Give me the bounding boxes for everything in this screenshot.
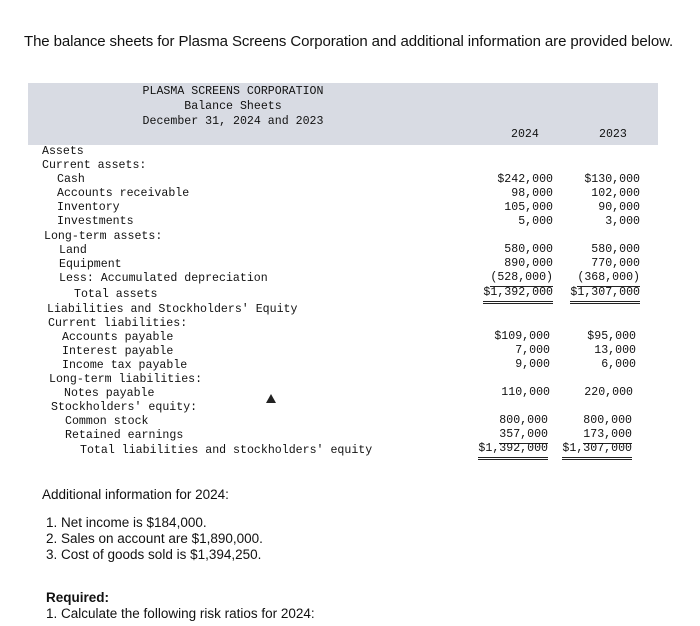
company-name: PLASMA SCREENS CORPORATION (142, 85, 324, 98)
row-label: Equipment (59, 258, 122, 271)
row-label: Stockholders' equity: (51, 401, 198, 414)
total-assets-label: Total assets (74, 288, 158, 301)
additional-item: 3. Cost of goods sold is $1,394,250. (46, 547, 262, 562)
row-label: Less: Accumulated depreciation (59, 272, 268, 285)
value-2023: 173,000 (583, 428, 632, 444)
mouse-cursor-icon (266, 394, 276, 403)
total-assets-2023: $1,307,000 (570, 286, 640, 304)
row-label: Notes payable (64, 387, 155, 400)
required-item: 1. Calculate the following risk ratios for 2024: (46, 606, 315, 621)
year-2024-header: 2024 (511, 128, 539, 141)
value-2023: 3,000 (605, 215, 640, 228)
value-2024: 580,000 (504, 243, 553, 256)
row-label: Common stock (65, 415, 149, 428)
row-label: Inventory (57, 201, 120, 214)
value-2023: $130,000 (584, 173, 640, 186)
row-label: Liabilities and Stockholders' Equity (47, 303, 298, 316)
value-2023: 90,000 (598, 201, 640, 214)
balance-sheet-table (28, 83, 658, 461)
value-2024: 7,000 (515, 344, 550, 357)
value-2023: 800,000 (583, 414, 632, 427)
value-2023: 6,000 (601, 358, 636, 371)
value-2023: 580,000 (591, 243, 640, 256)
total-liabilities-equity-2023: $1,307,000 (562, 442, 632, 460)
row-label: Land (59, 244, 87, 257)
row-label: Investments (57, 215, 134, 228)
row-label: Assets (42, 145, 84, 158)
value-2024: 5,000 (518, 215, 553, 228)
additional-item: 2. Sales on account are $1,890,000. (46, 531, 263, 546)
row-label: Accounts payable (62, 331, 174, 344)
row-label: Interest payable (62, 345, 174, 358)
value-2024: 890,000 (504, 257, 553, 270)
total-liabilities-equity-2024: $1,392,000 (478, 442, 548, 460)
value-2023: $95,000 (587, 330, 636, 343)
value-2024: (528,000) (490, 271, 553, 287)
value-2024: 110,000 (501, 386, 550, 399)
row-label: Income tax payable (62, 359, 188, 372)
row-label: Current liabilities: (48, 317, 188, 330)
row-label: Long-term liabilities: (49, 373, 203, 386)
additional-info-heading: Additional information for 2024: (42, 487, 229, 502)
value-2024: 105,000 (504, 201, 553, 214)
value-2024: $242,000 (497, 173, 553, 186)
statement-title: Balance Sheets (184, 100, 282, 113)
total-assets-2024: $1,392,000 (483, 286, 553, 304)
value-2023: 220,000 (584, 386, 633, 399)
row-label: Current assets: (42, 159, 147, 172)
intro-text: The balance sheets for Plasma Screens Corporation and additional information are provided below. (24, 33, 674, 50)
value-2024: 800,000 (499, 414, 548, 427)
year-2023-header: 2023 (599, 128, 627, 141)
value-2023: (368,000) (577, 271, 640, 287)
required-heading: Required: (46, 590, 110, 605)
row-label: Cash (57, 173, 85, 186)
row-label: Retained earnings (65, 429, 184, 442)
value-2024: 357,000 (499, 428, 548, 444)
row-label: Long-term assets: (44, 230, 163, 243)
row-label: Accounts receivable (57, 187, 190, 200)
value-2023: 102,000 (591, 187, 640, 200)
value-2024: 98,000 (511, 187, 553, 200)
statement-date: December 31, 2024 and 2023 (142, 115, 324, 128)
value-2023: 13,000 (594, 344, 636, 357)
total-liabilities-equity-label: Total liabilities and stockholders' equity (80, 444, 373, 457)
value-2024: 9,000 (515, 358, 550, 371)
additional-item: 1. Net income is $184,000. (46, 515, 207, 530)
value-2024: $109,000 (494, 330, 550, 343)
value-2023: 770,000 (591, 257, 640, 270)
